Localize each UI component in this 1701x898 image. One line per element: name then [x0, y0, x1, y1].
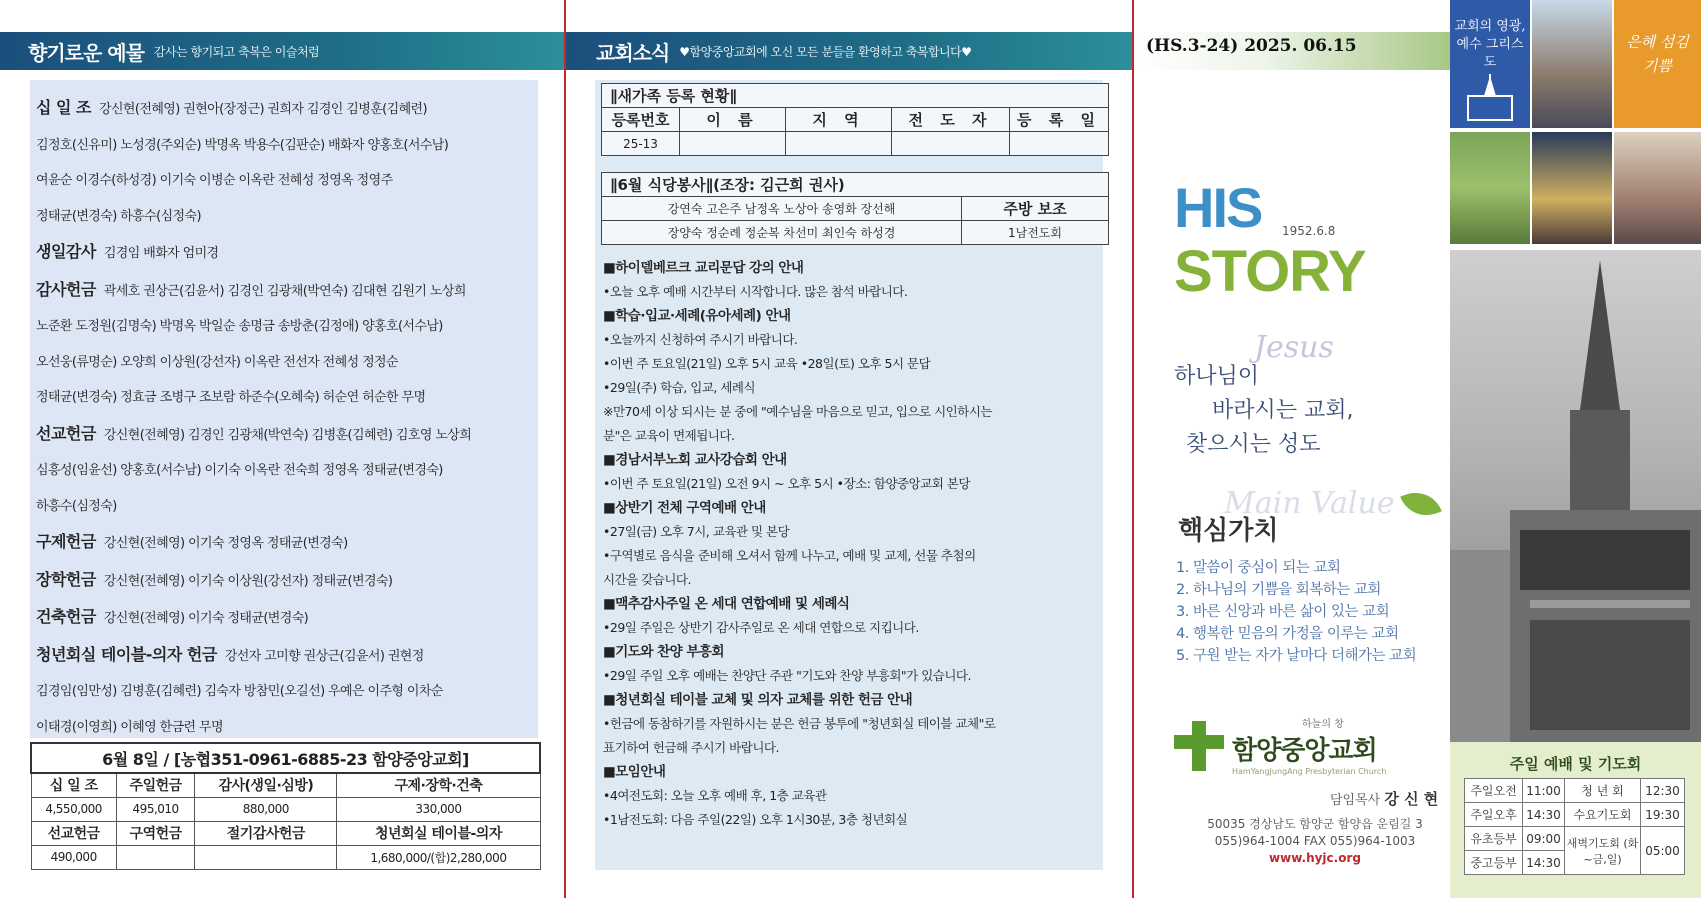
registration-title: ∥새가족 등록 현황∥ — [602, 84, 1109, 108]
summary-header: 구역헌금 — [116, 821, 195, 845]
offering-names: 노준환 도정원(김명숙) 박명옥 박일순 송명금 송방춘(김정애) 양홍호(서수남) — [36, 319, 443, 334]
schedule-cell: 09:00 — [1523, 827, 1565, 851]
tile-text: 은혜 섬김 기쁨 — [1626, 33, 1689, 75]
congregation-photo — [1532, 0, 1612, 128]
founded-year: 1952.6.8 — [1282, 224, 1336, 238]
worship-schedule — [1450, 742, 1701, 898]
pastor — [1330, 788, 1438, 809]
schedule-cell: 11:00 — [1523, 779, 1565, 803]
choir-photo — [1532, 132, 1612, 244]
contact-info — [1190, 816, 1440, 867]
news-item: •구역별로 음식을 준비해 오셔서 함께 나누고, 예배 및 교제, 선물 추첨의 — [603, 548, 976, 563]
registration-cell: 25-13 — [602, 132, 680, 156]
offering-summary-table — [30, 742, 541, 870]
offering-category: 십 일 조 — [36, 98, 92, 117]
offering-row — [36, 345, 532, 381]
church-name-en: HamYangJungAng Presbyterian Church — [1232, 767, 1387, 776]
leaf-icon — [1400, 485, 1442, 523]
news-item: 표기하여 헌금해 주시기 바랍니다. — [603, 740, 779, 755]
offering-category: 구제헌금 — [36, 532, 96, 551]
news-list — [603, 256, 1103, 832]
news-item: •29일 주일은 상반기 감사주일로 온 세대 연합으로 지킵니다. — [603, 620, 919, 635]
offering-row — [36, 453, 532, 489]
offering-row — [36, 90, 532, 128]
offering-names: 강신현(전혜영) 이기숙 이상원(강선자) 정태균(변경숙) — [103, 573, 393, 589]
summary-header: 구제·장학·건축 — [337, 773, 540, 797]
meal-helper-value: 1남전도회 — [962, 221, 1109, 245]
offering-row — [36, 489, 532, 525]
schedule-title: 주일 예배 및 기도회 — [1509, 755, 1642, 773]
his-title: HIS — [1174, 176, 1262, 239]
registration-header: 전 도 자 — [892, 108, 1010, 132]
offering-names: 김경임(임만성) 김병훈(김혜련) 김숙자 방참민(오길선) 우예은 이주형 이차순 — [36, 684, 443, 699]
offering-row — [36, 710, 532, 746]
meal-service-table — [601, 172, 1109, 245]
motto-line: 찾으시는 성도 — [1186, 432, 1321, 457]
registration-cell — [1010, 132, 1109, 156]
schedule-cell: 12:30 — [1641, 779, 1685, 803]
news-heading: ■상반기 전체 구역예배 안내 — [603, 500, 766, 516]
schedule-cell: 14:30 — [1523, 803, 1565, 827]
news-item: 분"은 교육이 면제됩니다. — [603, 428, 735, 443]
schedule-cell: 청 년 회 — [1565, 779, 1641, 803]
news-item: •이번 주 토요일(21일) 오후 5시 교육 •28일(토) 오후 5시 문답 — [603, 356, 931, 371]
offering-subtitle: 감사는 향기되고 축복은 이슬처럼 — [153, 44, 320, 59]
news-heading: ■맥추감사주일 온 세대 연합예배 및 세례식 — [603, 596, 850, 612]
registration-header: 이 름 — [680, 108, 786, 132]
website-link[interactable]: www.hyjc.org — [1269, 851, 1361, 865]
core-value: 5. 구원 받는 자가 날마다 더해가는 교회 — [1176, 648, 1417, 664]
summary-header: 절기감사헌금 — [195, 821, 337, 845]
photo-panel — [1450, 0, 1701, 898]
summary-value — [116, 845, 195, 869]
offering-row — [36, 199, 532, 235]
offering-title: 향기로운 예물 — [28, 40, 144, 65]
offering-row — [36, 380, 532, 416]
offering-category: 건축헌금 — [36, 607, 96, 626]
offering-row — [36, 309, 532, 345]
church-name: 함양중앙교회 — [1232, 736, 1377, 766]
church-tile — [1450, 0, 1530, 128]
schedule-cell: 19:30 — [1641, 803, 1685, 827]
news-heading: ■모임안내 — [603, 764, 666, 780]
offering-category: 선교헌금 — [36, 423, 96, 443]
registration-cell — [892, 132, 1010, 156]
offering-names: 곽세호 권상근(김윤서) 김경인 김광채(박연숙) 김대현 김원기 노상희 — [103, 283, 466, 299]
core-values-title: 핵심가치 — [1178, 516, 1279, 546]
cover-panel — [1134, 0, 1450, 898]
news-item: •4여전도회: 오늘 오후 예배 후, 1층 교육관 — [603, 788, 827, 803]
registration-header: 등록번호 — [602, 108, 680, 132]
motto — [1174, 360, 1354, 462]
offering-row — [36, 163, 532, 199]
offering-names: 강신현(전혜영) 이기숙 정영옥 정태균(변경숙) — [103, 536, 348, 551]
summary-value: 4,550,000 — [31, 797, 116, 821]
offering-category: 장학헌금 — [36, 569, 96, 589]
motto-line: 바라시는 교회, — [1212, 398, 1354, 423]
offering-names: 김경임 배화자 엄미경 — [103, 246, 219, 261]
phone: 055)964-1004 FAX 055)964-1003 — [1214, 834, 1416, 848]
news-item: •헌금에 동참하기를 자원하시는 분은 헌금 봉투에 "청년회실 테이블 교체"로 — [603, 716, 996, 731]
offering-category: 감사헌금 — [36, 279, 96, 299]
offering-row — [36, 599, 532, 637]
news-item: •오늘까지 신청하여 주시기 바랍니다. — [603, 332, 798, 347]
news-item: ※만70세 이상 되시는 분 중에 "예수님을 마음으로 믿고, 입으로 시인하시는 — [603, 404, 992, 419]
news-heading: ■기도와 찬양 부흥회 — [603, 644, 724, 660]
jesus-script: Jesus — [1254, 330, 1334, 365]
news-panel — [566, 0, 1132, 898]
news-title: 교회소식 — [596, 40, 670, 65]
schedule-cell: 주일오후 — [1465, 803, 1523, 827]
church-building-graphic — [1450, 250, 1701, 742]
schedule-cell: 14:30 — [1523, 851, 1565, 875]
bulletin-date: (HS.3-24) 2025. 06.15 — [1146, 36, 1357, 56]
offering-row — [36, 234, 532, 272]
summary-value — [195, 845, 337, 869]
schedule-cell: 주일오전 — [1465, 779, 1523, 803]
offering-caption: 6월 8일 / [농협351-0961-6885-23 함양중앙교회] — [31, 743, 540, 773]
news-item: •이번 주 토요일(21일) 오전 9시 ~ 오후 5시 •장소: 함양중앙교회 본당 — [603, 476, 970, 491]
logo-small-text: 하늘의 창 — [1302, 719, 1344, 730]
registration-cell — [680, 132, 786, 156]
offering-row — [36, 524, 532, 562]
meal-names: 장양숙 정순례 정순복 차선미 최인숙 하성경 — [602, 221, 962, 245]
offering-names: 여윤순 이경수(하성경) 이기숙 이병순 이옥란 전혜성 정영옥 정영주 — [36, 173, 393, 188]
group-photo — [1614, 132, 1701, 244]
offering-row — [36, 272, 532, 310]
core-values-list — [1176, 557, 1416, 667]
core-value: 1. 말씀이 중심이 되는 교회 — [1176, 560, 1341, 576]
story-title: STORY — [1174, 239, 1366, 304]
offering-names: 정태균(변경숙) 정효금 조병구 조보람 하준수(오혜숙) 허순연 허순한 무명 — [36, 390, 426, 405]
pastor-label: 담임목사 — [1330, 793, 1381, 808]
news-heading: ■하이델베르크 교리문답 강의 안내 — [603, 260, 804, 276]
offering-names: 김정호(신유미) 노성경(주외순) 박명옥 박용수(김판순) 배화자 양홍호(서수남) — [36, 137, 449, 153]
registration-header: 지 역 — [786, 108, 892, 132]
offering-row — [36, 562, 532, 600]
summary-value: 330,000 — [337, 797, 540, 821]
summary-value: 495,010 — [116, 797, 195, 821]
offering-names: 강선자 고미향 권상근(김윤서) 권현정 — [224, 648, 424, 664]
summary-value: 1,680,000/(합)2,280,000 — [337, 845, 540, 869]
summary-value: 880,000 — [195, 797, 337, 821]
address: 50035 경상남도 함양군 함양읍 운림길 3 — [1207, 817, 1423, 831]
offering-names: 이태경(이영희) 이혜영 한금련 무명 — [36, 719, 223, 735]
news-item: •29일 주일 오후 예배는 찬양단 주관 "기도와 찬양 부흥회"가 있습니다. — [603, 668, 971, 683]
news-heading: ■학습·입교·세례(유아세례) 안내 — [603, 308, 791, 324]
pastor-name: 강 신 현 — [1384, 790, 1439, 808]
schedule-cell: 수요기도회 — [1565, 803, 1641, 827]
schedule-cell: 유초등부 — [1465, 827, 1523, 851]
summary-header: 청년회실 테이블-의자 — [337, 821, 540, 845]
news-item: 시간을 갖습니다. — [603, 572, 691, 587]
schedule-cell: 중고등부 — [1465, 851, 1523, 875]
summary-header: 십 일 조 — [31, 773, 116, 797]
news-header — [566, 32, 1132, 70]
news-box — [595, 80, 1103, 870]
offering-names: 강신현(전혜영) 김경인 김광채(박연숙) 김병훈(김혜련) 김호영 노상희 — [103, 427, 472, 443]
meal-title: ∥6월 식당봉사∥(조장: 김근희 권사) — [602, 173, 1109, 197]
news-item: •29일(주) 학습, 입교, 세례식 — [603, 380, 756, 395]
news-heading: ■청년회실 테이블 교체 및 의자 교체를 위한 헌금 안내 — [603, 692, 913, 708]
summary-header: 선교헌금 — [31, 821, 116, 845]
offering-names: 강신현(전혜영) 권현아(장정근) 권희자 김경인 김병훈(김혜련) — [99, 102, 427, 117]
schedule-cell: 05:00 — [1641, 827, 1685, 875]
summary-value: 490,000 — [31, 845, 116, 869]
cross-icon — [1174, 721, 1224, 771]
offering-list — [30, 80, 538, 738]
church-building-photo — [1450, 250, 1701, 742]
grace-tile — [1614, 0, 1701, 128]
schedule-cell: 새벽기도회 (화~금,일) — [1565, 827, 1641, 875]
news-subtitle: ♥함양중앙교회에 오신 모든 분들을 환영하고 축복합니다♥ — [679, 44, 972, 59]
outdoor-photo — [1450, 132, 1530, 244]
news-item: •1남전도회: 다음 주일(22일) 오후 1시30분, 3층 청년회실 — [603, 812, 908, 827]
offering-names: 정태균(변경숙) 하흥수(심정숙) — [36, 208, 201, 224]
news-heading: ■경남서부노회 교사강습회 안내 — [603, 452, 787, 468]
motto-line: 하나님이 — [1174, 364, 1260, 389]
offering-names: 강신현(전혜영) 이기숙 정태균(변경숙) — [103, 611, 309, 626]
offering-row — [36, 416, 532, 454]
core-value: 3. 바른 신앙과 바른 삶이 있는 교회 — [1176, 604, 1390, 620]
offering-row — [36, 674, 532, 710]
offering-names: 오선웅(류명순) 오양희 이상원(강선자) 이옥란 전선자 전혜성 정정순 — [36, 354, 398, 370]
news-item: •27일(금) 오후 7시, 교육관 및 본당 — [603, 524, 790, 539]
core-value: 4. 행복한 믿음의 가정을 이루는 교회 — [1176, 626, 1399, 642]
meal-names: 강연숙 고은주 남정옥 노상아 송영화 장선해 — [602, 197, 962, 221]
offering-row — [36, 637, 532, 675]
schedule-table — [1464, 778, 1685, 875]
church-icon — [1450, 74, 1530, 124]
core-value: 2. 하나님의 기쁨을 회복하는 교회 — [1176, 582, 1381, 598]
offering-row — [36, 128, 532, 164]
offering-header — [0, 32, 564, 70]
summary-header: 주일헌금 — [116, 773, 195, 797]
news-item: •오늘 오후 예배 시간부터 시작합니다. 많은 참석 바랍니다. — [603, 284, 908, 299]
offering-category: 생일감사 — [36, 242, 96, 261]
offering-names: 하흥수(심정숙) — [36, 498, 117, 514]
registration-cell — [786, 132, 892, 156]
registration-table — [601, 83, 1109, 156]
church-logo — [1174, 715, 1386, 776]
registration-header: 등 록 일 — [1010, 108, 1109, 132]
offering-names: 심흥성(임윤선) 양홍호(서수남) 이기숙 이옥란 전숙희 정영옥 정태균(변경숙) — [36, 463, 443, 478]
offering-panel — [0, 0, 564, 898]
meal-helper-label: 주방 보조 — [962, 197, 1109, 221]
main-value-script: Main Value — [1224, 486, 1395, 521]
summary-header: 감사(생일·심방) — [195, 773, 337, 797]
tile-text: 교회의 영광, 예수 그리스도 — [1454, 19, 1526, 70]
offering-category: 청년회실 테이블-의자 헌금 — [36, 644, 217, 664]
